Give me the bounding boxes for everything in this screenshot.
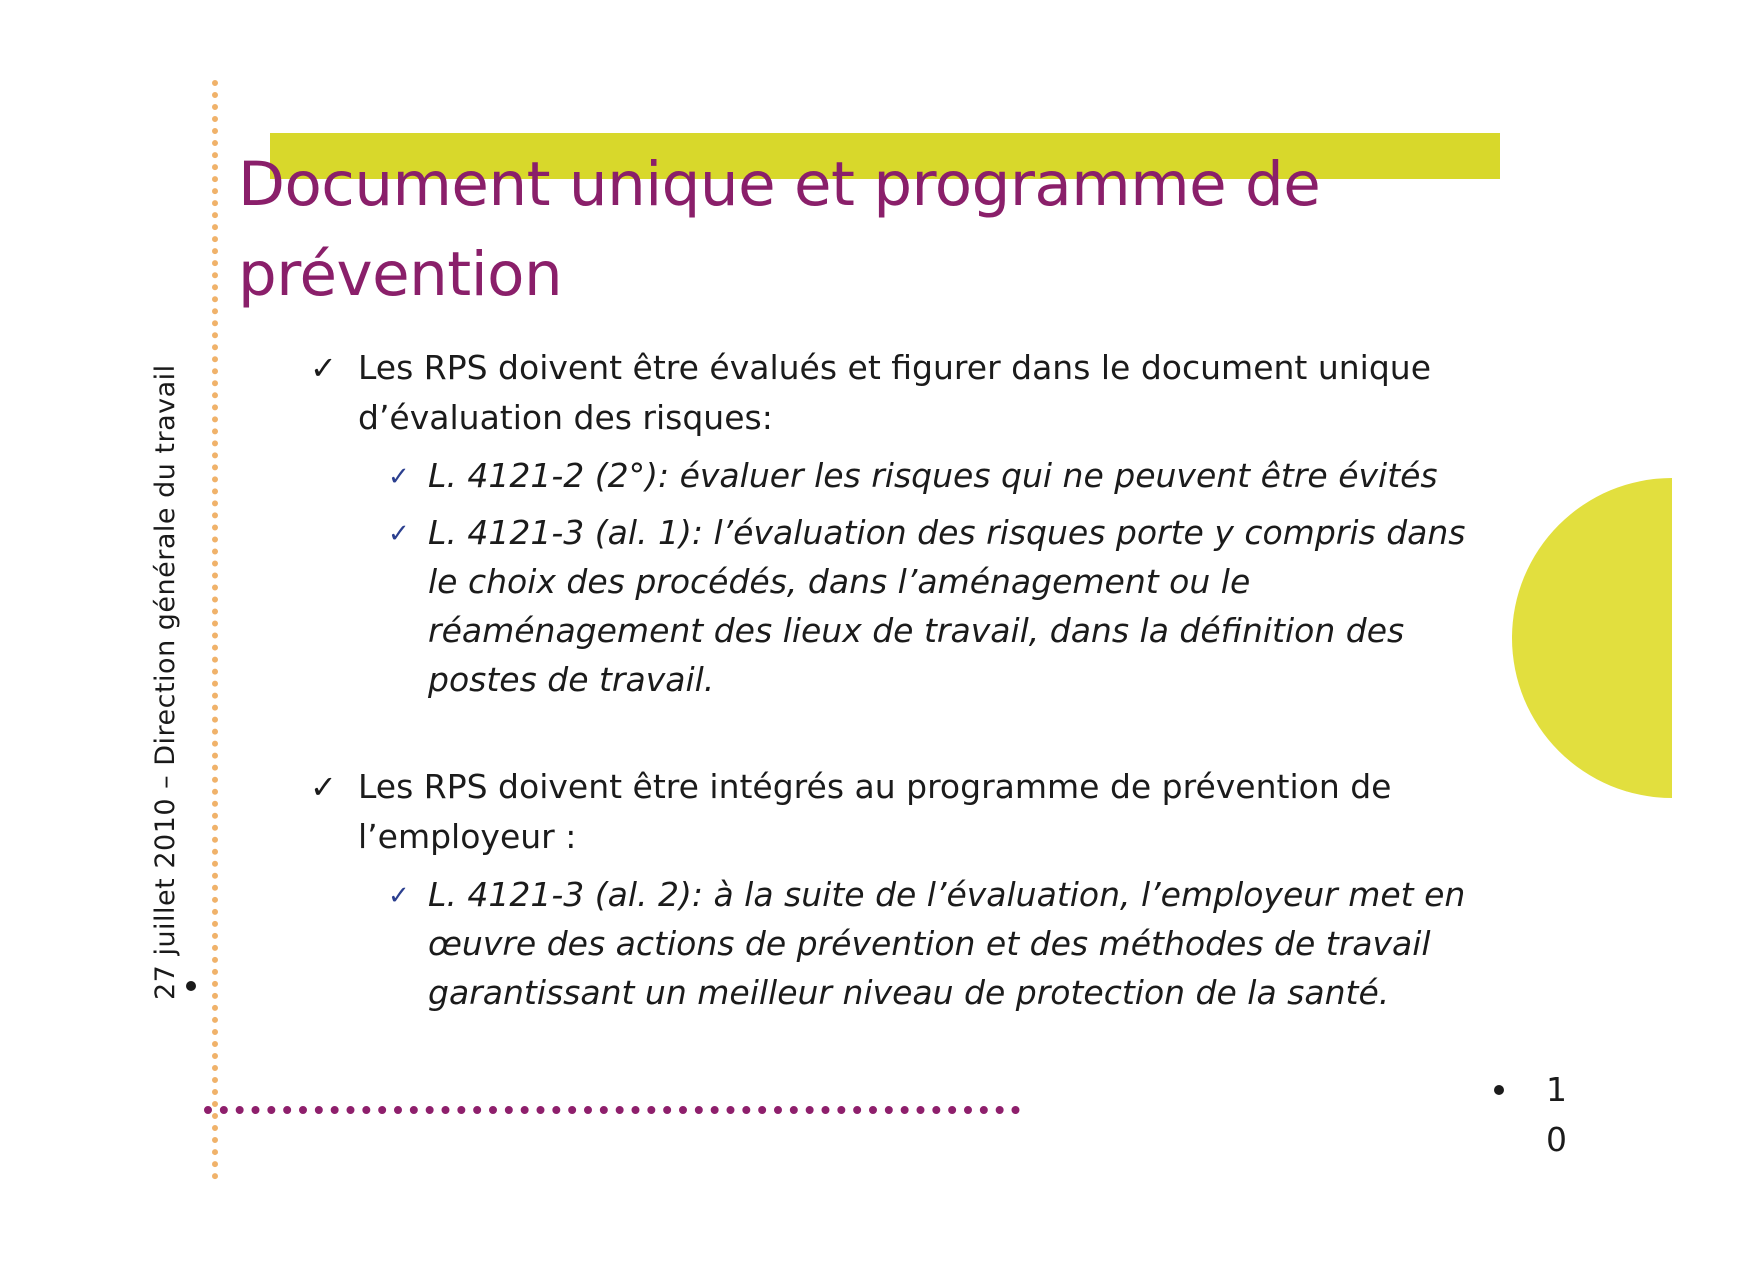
check-icon: ✓ (388, 881, 410, 911)
check-icon: ✓ (388, 519, 410, 549)
sub-bullet-text: L. 4121-2 (2°): évaluer les risques qui ne peuvent être évités (428, 456, 1438, 495)
vertical-dotted-divider (212, 80, 218, 1180)
bullet-item (308, 343, 1488, 443)
slide-content (308, 343, 1488, 1017)
sub-bullet-text: L. 4121-3 (al. 2): à la suite de l’évaluation, l’employeur met en œuvre des actions de prévention et des méthodes de travail garantissant un meilleur niveau de protection de la santé. (428, 875, 1466, 1012)
bullet-item (308, 762, 1488, 862)
slide-title: Document unique et programme de prévention (238, 149, 1321, 310)
horizontal-dotted-divider (204, 1106, 1020, 1114)
check-icon: ✓ (388, 462, 410, 492)
check-icon: ✓ (310, 768, 337, 806)
sub-bullet-text: L. 4121-3 (al. 1): l’évaluation des risques porte y compris dans le choix des procédés, dans l’aménagement ou le réaménagement des lieux de travail, dans la définition des postes de travail. (428, 513, 1466, 699)
bullet-text: Les RPS doivent être évalués et figurer dans le document unique d’évaluation des risques: (358, 348, 1431, 437)
page-bullet-icon (1494, 1085, 1504, 1095)
section-spacer (308, 704, 1488, 762)
bullet-text: Les RPS doivent être intégrés au programme de prévention de l’employeur : (358, 767, 1392, 856)
decorative-half-circle (1512, 478, 1755, 798)
sub-bullet-item (384, 508, 1488, 704)
page-number-text: 10 (1546, 1070, 1567, 1159)
check-icon: ✓ (310, 349, 337, 387)
sub-bullet-item (384, 870, 1488, 1017)
side-label: 27 juillet 2010 – Direction générale du travail (150, 364, 181, 1000)
side-bullet-icon (186, 981, 196, 991)
sub-bullet-item (384, 451, 1488, 500)
